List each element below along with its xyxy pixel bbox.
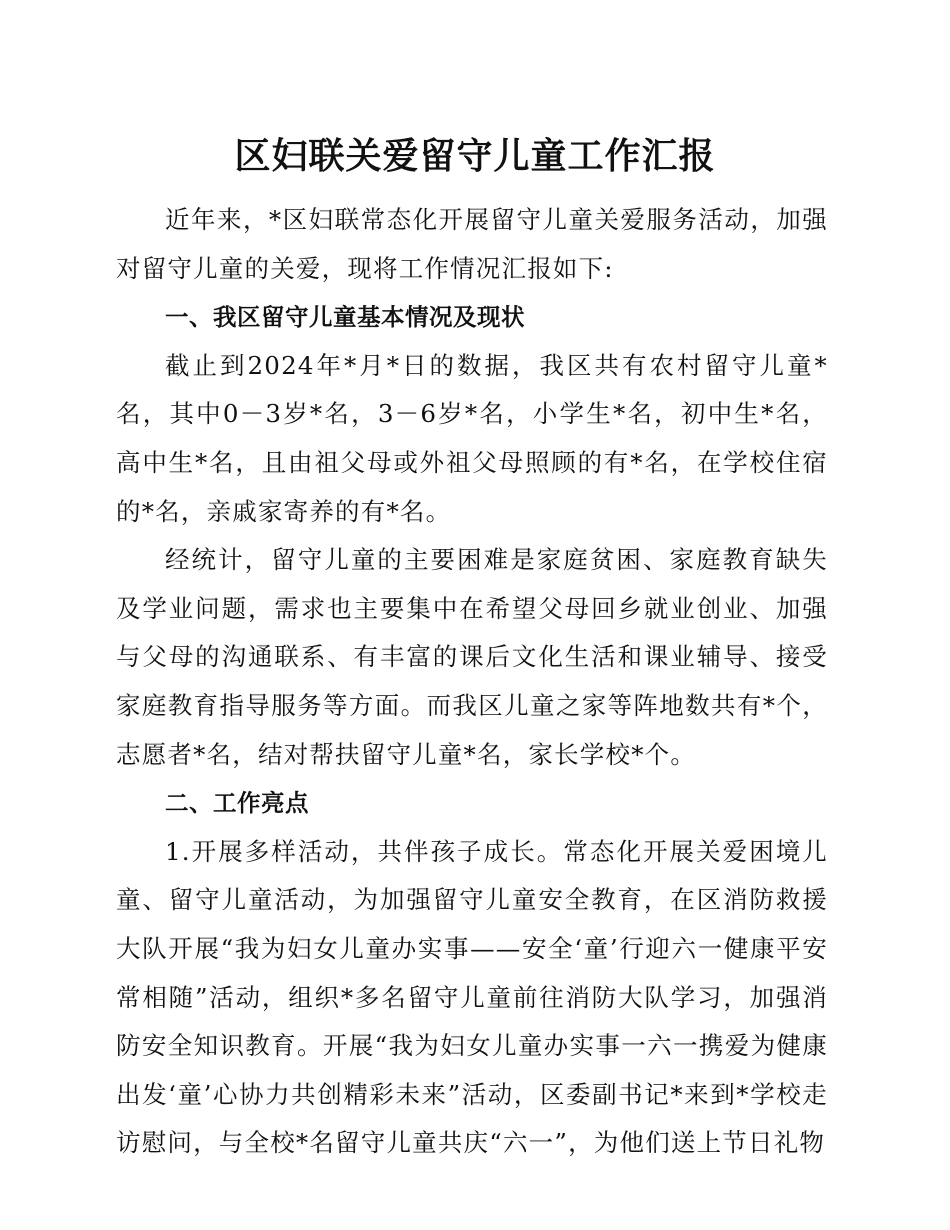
activities-paragraph: 1.开展多样活动，共伴孩子成长。常态化开展关爱困境儿童、留守儿童活动，为加强留守儿童安全教育，在区消防救援大队开展“我为妇女儿童办实事——安全‘童’行迎六一健康平安常相随”活动，组织*多名留守儿童前往消防大队学习，加强消防安全知识教育。开展“我为妇女儿童办实事一六一携爱为健康出发‘童’心协力共创精彩未来”活动，区委副书记*来到*学校走访慰问，与全校*名留守儿童共庆“六一”，为他们送上节日礼物 (116, 836, 828, 1158)
difficulties-paragraph: 经统计，留守儿童的主要困难是家庭贫困、家庭教育缺失及学业问题，需求也主要集中在希望父母回乡就业创业、加强与父母的沟通联系、有丰富的课后文化生活和课业辅导、接受家庭教育指导服务等方面。而我区儿童之家等阵地数共有*个，志愿者*名，结对帮扶留守儿童*名，家长学校*个。 (116, 545, 828, 769)
document-title: 区妇联关爱留守儿童工作汇报 (234, 136, 716, 177)
section-heading-highlights: 二、工作亮点 (165, 789, 309, 818)
intro-paragraph: 近年来，*区妇联常态化开展留守儿童关爱服务活动，加强对留守儿童的关爱，现将工作情况汇报如下: (116, 205, 828, 283)
section-heading-basic-situation: 一、我区留守儿童基本情况及现状 (165, 303, 525, 332)
document-body (116, 196, 828, 1168)
statistics-paragraph: 截止到2024年*月*日的数据，我区共有农村留守儿童*名，其中0－3岁*名，3－6岁*名，小学生*名，初中生*名，高中生*名，且由祖父母或外祖父母照顾的有*名，在学校住宿的*名，亲戚家寄养的有*名。 (116, 350, 828, 526)
